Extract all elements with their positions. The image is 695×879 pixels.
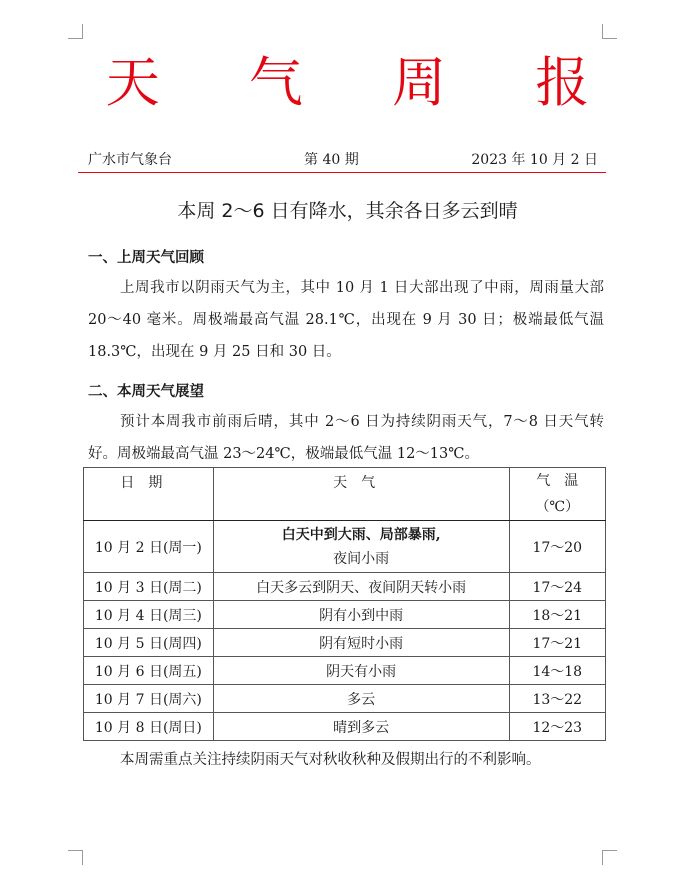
row-date: 10 月 8 日(周日) bbox=[84, 713, 214, 741]
row-weather-night: 夜间小雨 bbox=[333, 550, 390, 567]
row-weather: 阴有短时小雨 bbox=[213, 629, 509, 657]
row-weather: 白天多云到阴天、夜间阴天转小雨 bbox=[213, 573, 509, 601]
row-date: 10 月 5 日(周四) bbox=[84, 629, 214, 657]
section-text-outlook: 预计本周我市前雨后晴，其中 2～6 日为持续阴雨天气，7～8 日天气转好。周极端最高气温 23～24℃，极端最低气温 12～13℃。 bbox=[88, 414, 604, 462]
table-row bbox=[84, 629, 606, 657]
row-temp: 17～24 bbox=[509, 573, 605, 601]
header-temp-label: 气温 bbox=[536, 473, 593, 489]
footer-note: 本周需重点关注持续阴雨天气对秋收秋种及假期出行的不利影响。 bbox=[120, 752, 541, 768]
header-divider bbox=[78, 172, 606, 173]
issue-number: 第 40 期 bbox=[304, 152, 359, 168]
crop-mark-bottom-right bbox=[602, 850, 617, 865]
row-date: 10 月 6 日(周五) bbox=[84, 657, 214, 685]
table-row bbox=[84, 601, 606, 629]
report-title: 天 气 周 报 bbox=[105, 51, 626, 114]
table-row bbox=[84, 685, 606, 713]
section-heading-review: 一、上周天气回顾 bbox=[88, 249, 204, 266]
row-weather: 阴有小到中雨 bbox=[213, 601, 509, 629]
header-temp-unit: （℃） bbox=[535, 499, 580, 515]
section-text-review: 上周我市以阴雨天气为主，其中 10 月 1 日大部出现了中雨，周雨量大部 20～40 毫米。周极端最高气温 28.1℃，出现在 9 月 30 日；极端最低气温 18.3℃，出现在 9 月 25 日和 30 日。 bbox=[88, 280, 604, 360]
report-meta bbox=[88, 150, 606, 170]
table-row bbox=[84, 573, 606, 601]
row-temp: 12～23 bbox=[509, 713, 605, 741]
crop-mark-top-right bbox=[602, 24, 617, 39]
table-row bbox=[84, 521, 606, 573]
headline: 本周 2～6 日有降水，其余各日多云到晴 bbox=[177, 200, 518, 222]
issuer: 广水市气象台 bbox=[88, 152, 172, 168]
row-weather-day: 白天中到大雨、局部暴雨, bbox=[281, 526, 441, 543]
table-row bbox=[84, 657, 606, 685]
row-temp: 17～20 bbox=[509, 521, 605, 573]
table-row bbox=[84, 713, 606, 741]
section-heading-outlook: 二、本周天气展望 bbox=[88, 383, 204, 400]
row-date: 10 月 7 日(周六) bbox=[84, 685, 214, 713]
header-temp bbox=[509, 468, 605, 521]
crop-mark-bottom-left bbox=[68, 850, 83, 865]
header-weather: 天气 bbox=[213, 468, 509, 521]
forecast-table bbox=[83, 467, 606, 741]
row-date: 10 月 2 日(周一) bbox=[84, 521, 214, 573]
issue-date: 2023 年 10 月 2 日 bbox=[471, 152, 598, 168]
row-date: 10 月 3 日(周二) bbox=[84, 573, 214, 601]
row-temp: 13～22 bbox=[509, 685, 605, 713]
row-date: 10 月 4 日(周三) bbox=[84, 601, 214, 629]
row-weather bbox=[213, 521, 509, 573]
crop-mark-top-left bbox=[68, 24, 83, 39]
header-date: 日期 bbox=[84, 468, 214, 521]
row-temp: 17～21 bbox=[509, 629, 605, 657]
row-weather: 晴到多云 bbox=[213, 713, 509, 741]
table-header-row bbox=[84, 468, 606, 521]
row-weather: 阴天有小雨 bbox=[213, 657, 509, 685]
row-temp: 18～21 bbox=[509, 601, 605, 629]
row-weather: 多云 bbox=[213, 685, 509, 713]
row-temp: 14～18 bbox=[509, 657, 605, 685]
